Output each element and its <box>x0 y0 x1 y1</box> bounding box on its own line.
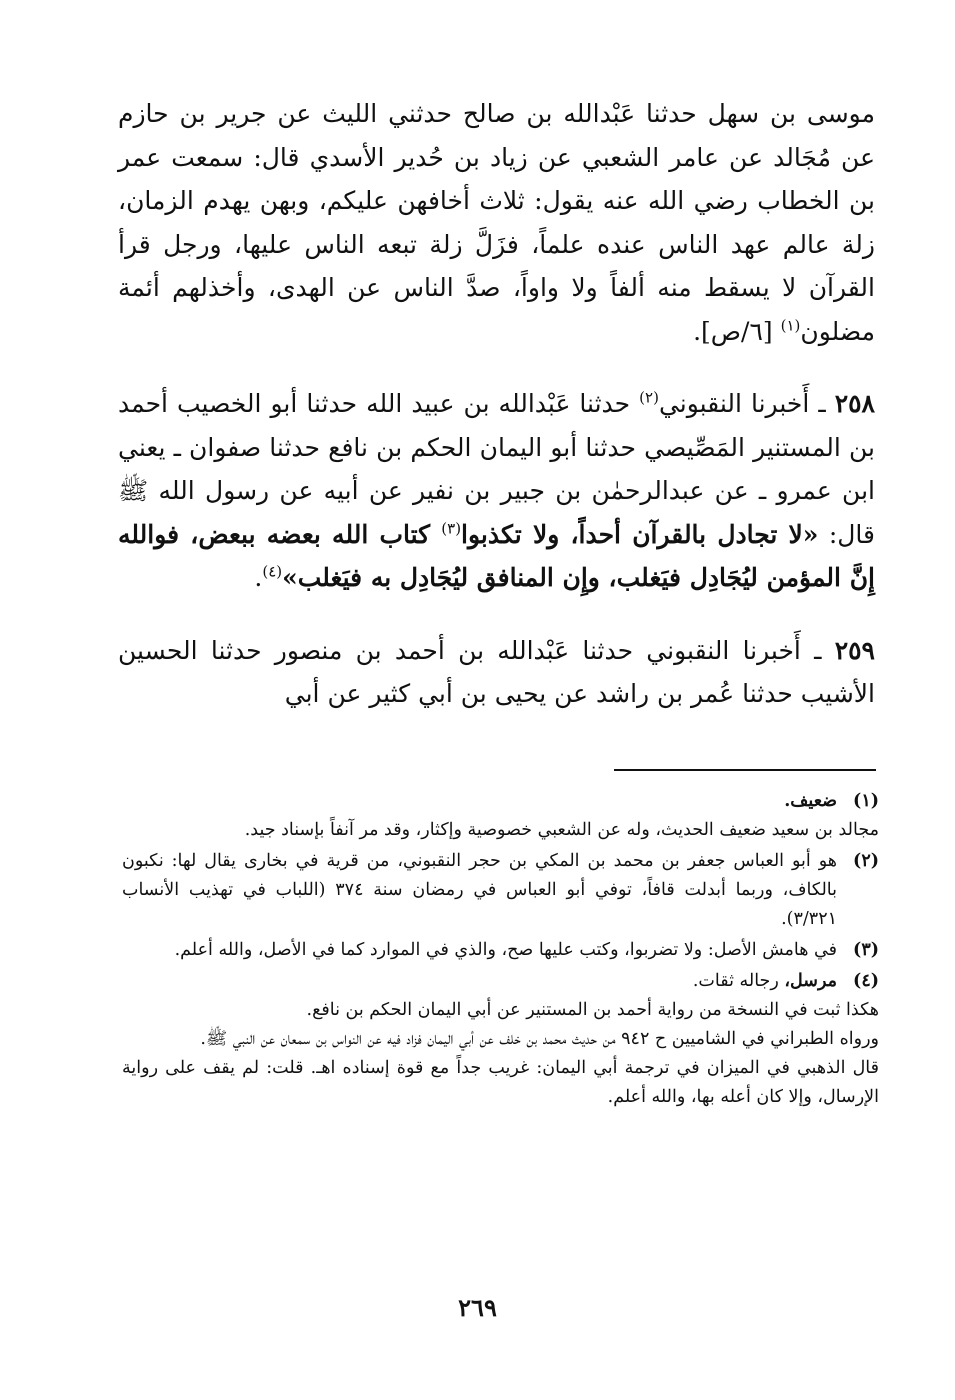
footnote-text: في هامش الأصل: ولا تضربوا، وكتب عليها صح، والذي في الموارد كما في الأصل، والله أعلم. <box>174 940 837 960</box>
footnote-text: هكذا ثبت في النسخة من رواية أحمد بن المستنير عن أبي اليمان الحكم بن نافع. <box>306 1000 879 1020</box>
footnote-text: هو أبو العباس جعفر بن محمد بن المكي بن حجر النقبوني، من قرية في بخارى يقال لها: نكبون بالكاف، وربما أبدلت قافاً، توفي أبو العباس في رمضان سنة ٣٧٤ (اللباب في تهذيب الأنساب ٣/٣٢١). <box>122 851 837 929</box>
footnote-text: مجالد بن سعيد ضعيف الحديث، وله عن الشعبي خصوصية وإكثار، وقد مر آنفاً بإسناد جيد. <box>244 820 879 840</box>
footnote-text: رجاله ثقات. <box>692 971 785 991</box>
footnote-number: (٤) <box>853 971 879 991</box>
hadith-number: ٢٥٩ <box>834 635 875 665</box>
paragraph-text: حدثنا عَبْدالله بن عبيد الله حدثنا أبو الخصيب أحمد بن المستنير المَصِّيصي حدثنا أبو اليمان الحكم بن نافع حدثنا صفوان ـ يعني ابن عمرو ـ عن عبدالرحمٰن بن جبير بن نفير عن أبيه عن رسول الله ﷺ قال: <box>118 389 875 549</box>
footnote-ref-4: (٤) <box>262 562 283 581</box>
footnote <box>122 967 879 1112</box>
hadith-quote: «لا تجادل بالقرآن أحداً، ولا تكذبوا <box>461 519 819 549</box>
footnote <box>122 936 879 965</box>
page-number: ٢٦٩ <box>458 1293 497 1322</box>
footnote-text: ورواه الطبراني في الشاميين ح ٩٤٢ من حديث محمد بن خلف عن أبي اليمان فزاد فيه عن النواس بن سمعان عن النبي ﷺ. <box>200 1029 879 1049</box>
paragraph-258 <box>118 382 875 600</box>
hadith-number: ٢٥٨ <box>834 389 875 418</box>
footnote-ref-3: (٣) <box>441 519 462 538</box>
footnotes <box>122 787 879 1114</box>
footnote-ref-2: (٢) <box>639 388 659 407</box>
hadith-quote: كتاب الله بعضه ببعض، فوالله إِنَّ المؤمن ليُجَادِل فيَغلب، وإِن المنافق ليُجَادِل به فيَغلب» <box>118 519 875 592</box>
footnote-ref-1: (١) <box>780 316 801 335</box>
footnote-separator <box>614 769 876 771</box>
paragraph-text: ـ أَخبرنا النقبوني حدثنا عَبْدالله بن أحمد بن منصور حدثنا الحسين الأشيب حدثنا عُمر بن راشد عن يحيى بن أبي كثير عن أبي <box>118 635 875 708</box>
footnote-number: (٢) <box>853 851 879 871</box>
footnote-body <box>122 847 837 934</box>
paragraph-continuation <box>118 92 875 353</box>
footnote-body <box>122 936 837 965</box>
footnote-number: (٣) <box>853 940 879 960</box>
page-marker: [٦/ص]. <box>693 316 781 346</box>
footnote-body <box>122 967 879 1112</box>
footnote-text: قال الذهبي في الميزان في ترجمة أبي اليمان: غريب جداً مع قوة إسناده اهـ. قلت: لم يقف على رواية الإرسال، وإلا كان أعله بها، والله أعلم. <box>122 1058 879 1107</box>
paragraph-text: موسى بن سهل حدثنا عَبْدالله بن صالح حدثني الليث عن جرير بن حازم عن مُجَالد عن عامر الشعبي عن زياد بن حُدير الأسدي قال: سمعت عمر بن الخطاب رضي الله عنه يقول: ثلاث أخافهن عليكم، وبهن يهدم الزمان، زلة عالم عهد الناس عنده علماً، فزَلَّ زلة تبعه الناس عليها، ورجل قرأ القرآن لا يسقط منه ألفاً ولا واواً، صدَّ الناس عن الهدى، وأخذلهم أئمة مضلون <box>118 99 875 346</box>
footnote-number: (١) <box>853 791 879 811</box>
footnote <box>122 787 879 845</box>
footnote-heading: مرسل، <box>784 971 837 991</box>
paragraph-259 <box>118 629 875 716</box>
paragraph-text: ـ أَخبرنا النقبوني <box>658 389 835 418</box>
footnote-heading: ضعيف. <box>784 791 837 811</box>
footnote-body <box>122 787 879 845</box>
paragraph-text: . <box>254 563 263 592</box>
main-text <box>118 92 875 716</box>
footnote <box>122 847 879 934</box>
